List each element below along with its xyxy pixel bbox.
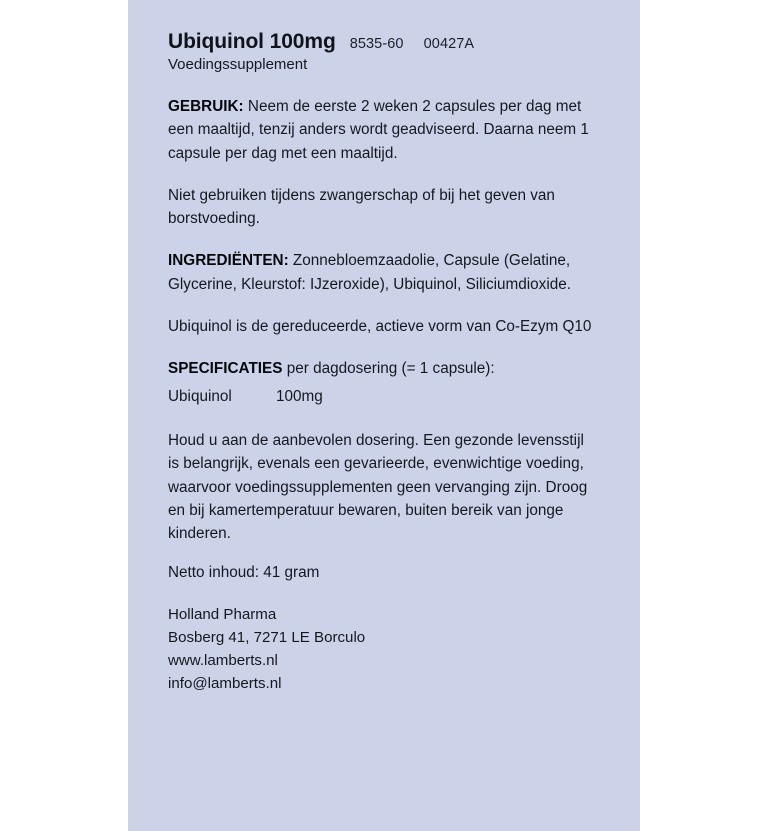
title-row [168, 30, 602, 54]
ingredients-section [168, 249, 598, 296]
ingredients-heading: INGREDIËNTEN: [168, 252, 289, 270]
company-website: www.lamberts.nl [168, 652, 278, 670]
specifications-subheading: per dagdosering (= 1 capsule): [282, 360, 495, 377]
usage-section [168, 95, 598, 165]
net-content: Netto inhoud: 41 gram [168, 564, 320, 582]
ingredients-text: Zonnebloemzaadolie, Capsule (Gelatine, Glycerine, Kleurstof: IJzeroxide), Ubiquinol, Siliciumdioxide. [168, 252, 571, 293]
advice-section: Houd u aan de aanbevolen dosering. Een gezonde levensstijl is belangrijk, evenals een gevarieerde, evenwichtige voeding, waarvoor voedingssupplementen geen vervanging zijn. Droog en bij kamertemperatuur bewaren, buiten bereik van jonge kinderen. [168, 432, 588, 543]
specifications-section [168, 357, 602, 409]
specifications-header [168, 357, 598, 380]
company-address: Bosberg 41, 7271 LE Borculo [168, 629, 366, 647]
company-info [168, 604, 602, 696]
product-code-2: 00427A [423, 36, 475, 52]
company-name: Holland Pharma [168, 606, 277, 624]
specifications-heading: SPECIFICATIES [168, 360, 283, 377]
table-row [168, 386, 602, 409]
company-email: info@lamberts.nl [168, 675, 282, 693]
spec-name: Ubiquinol [168, 388, 232, 406]
warning-section: Niet gebruiken tijdens zwangerschap of bij het geven van borstvoeding. [168, 186, 555, 227]
product-code-1: 8535-60 [349, 36, 404, 52]
supplement-label [128, 0, 640, 831]
product-subtitle: Voedingssupplement [168, 56, 308, 73]
usage-heading: GEBRUIK: [168, 98, 244, 115]
page-title: Ubiquinol 100mg [168, 30, 336, 53]
spec-amount: 100mg [276, 388, 323, 406]
form-note-section: Ubiquinol is de gereduceerde, actieve vorm van Co-Ezym Q10 [168, 317, 592, 335]
usage-text: Neem de eerste 2 weken 2 capsules per dag met een maaltijd, tenzij anders wordt geadviseerd. Daarna neem 1 capsule per dag met een maaltijd. [168, 98, 589, 162]
